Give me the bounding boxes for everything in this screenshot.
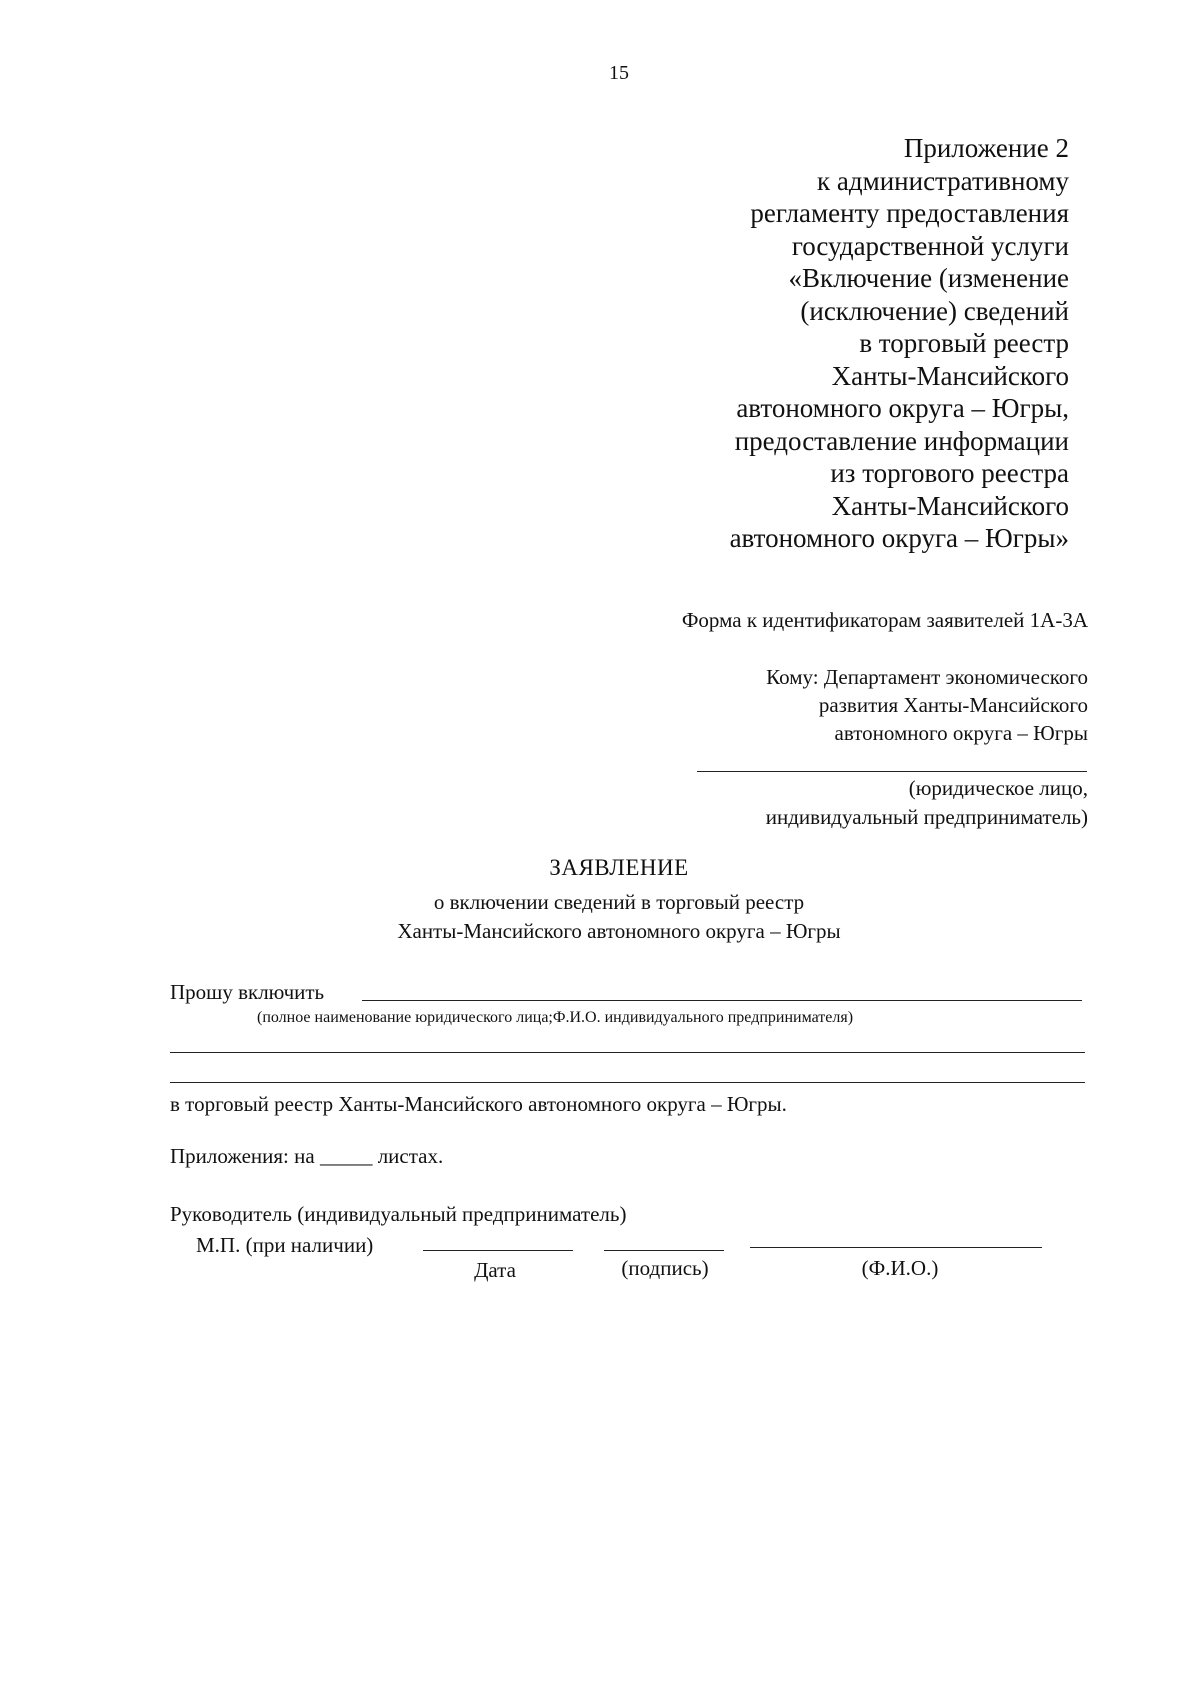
head-label: Руководитель (индивидуальный предприниматель) [170, 1202, 627, 1226]
applicant-caption-line: (юридическое лицо, [908, 776, 1088, 800]
subtitle-line: о включении сведений в торговый реестр [433, 890, 805, 914]
recipient-line: Кому: Департамент экономического [766, 665, 1088, 689]
full-name-caption: (Ф.И.О.) [861, 1256, 939, 1280]
registry-text: в торговый реестр Ханты-Мансийского автономного округа – Югры. [170, 1092, 787, 1116]
request-label: Прошу включить [170, 980, 325, 1004]
form-identifier: Форма к идентификаторам заявителей 1А-3А [681, 608, 1088, 632]
attachments-suffix: листах. [377, 1144, 444, 1168]
appendix-line: в торговый реестр [859, 328, 1069, 358]
appendix-line: Ханты-Мансийского [831, 360, 1069, 391]
entity-name-blank-line-3[interactable] [170, 1082, 1085, 1083]
full-name-blank-line[interactable] [750, 1247, 1042, 1248]
appendix-line: (исключение) сведений [800, 295, 1069, 326]
attachments-count-blank[interactable]: _____ [319, 1144, 373, 1168]
attachments-prefix: Приложения: на [170, 1144, 315, 1168]
appendix-line: автономного округа – Югры» [729, 523, 1069, 553]
date-caption: Дата [474, 1258, 516, 1282]
page-number: 15 [609, 62, 629, 84]
subtitle-line: Ханты-Мансийского автономного округа – Югры [397, 919, 841, 943]
seal-label: М.П. (при наличии) [196, 1233, 374, 1257]
entity-name-blank-line-2[interactable] [170, 1052, 1085, 1053]
recipient-line: развития Ханты-Мансийского [818, 693, 1088, 717]
date-blank-line[interactable] [423, 1250, 573, 1251]
recipient-line: автономного округа – Югры [834, 721, 1088, 745]
entity-name-caption: (полное наименование юридического лица;Ф.И.О. индивидуального предпринимателя) [257, 1009, 854, 1026]
appendix-line: Приложение 2 [903, 133, 1069, 163]
applicant-caption [588, 774, 1088, 832]
recipient-block [568, 663, 1088, 747]
attachments-line [170, 1144, 443, 1169]
appendix-line: государственной услуги [791, 230, 1069, 261]
signature-caption: (подпись) [621, 1256, 709, 1280]
appendix-line: автономного округа – Югры, [736, 393, 1069, 423]
appendix-header [549, 132, 1069, 555]
appendix-line: регламенту предоставления [750, 198, 1069, 228]
appendix-line: из торгового реестра [830, 458, 1069, 488]
applicant-caption-line: индивидуальный предприниматель) [765, 805, 1088, 829]
appendix-line: к административному [817, 165, 1069, 196]
appendix-line: Ханты-Мансийского [831, 490, 1069, 521]
document-subtitle [0, 888, 1200, 946]
document-title: ЗАЯВЛЕНИЕ [549, 855, 689, 880]
entity-name-blank-line[interactable] [362, 1000, 1082, 1001]
applicant-blank-line[interactable] [697, 771, 1087, 772]
appendix-line: предоставление информации [734, 425, 1069, 456]
signature-blank-line[interactable] [604, 1250, 724, 1251]
appendix-line: «Включение (изменение [788, 263, 1069, 293]
